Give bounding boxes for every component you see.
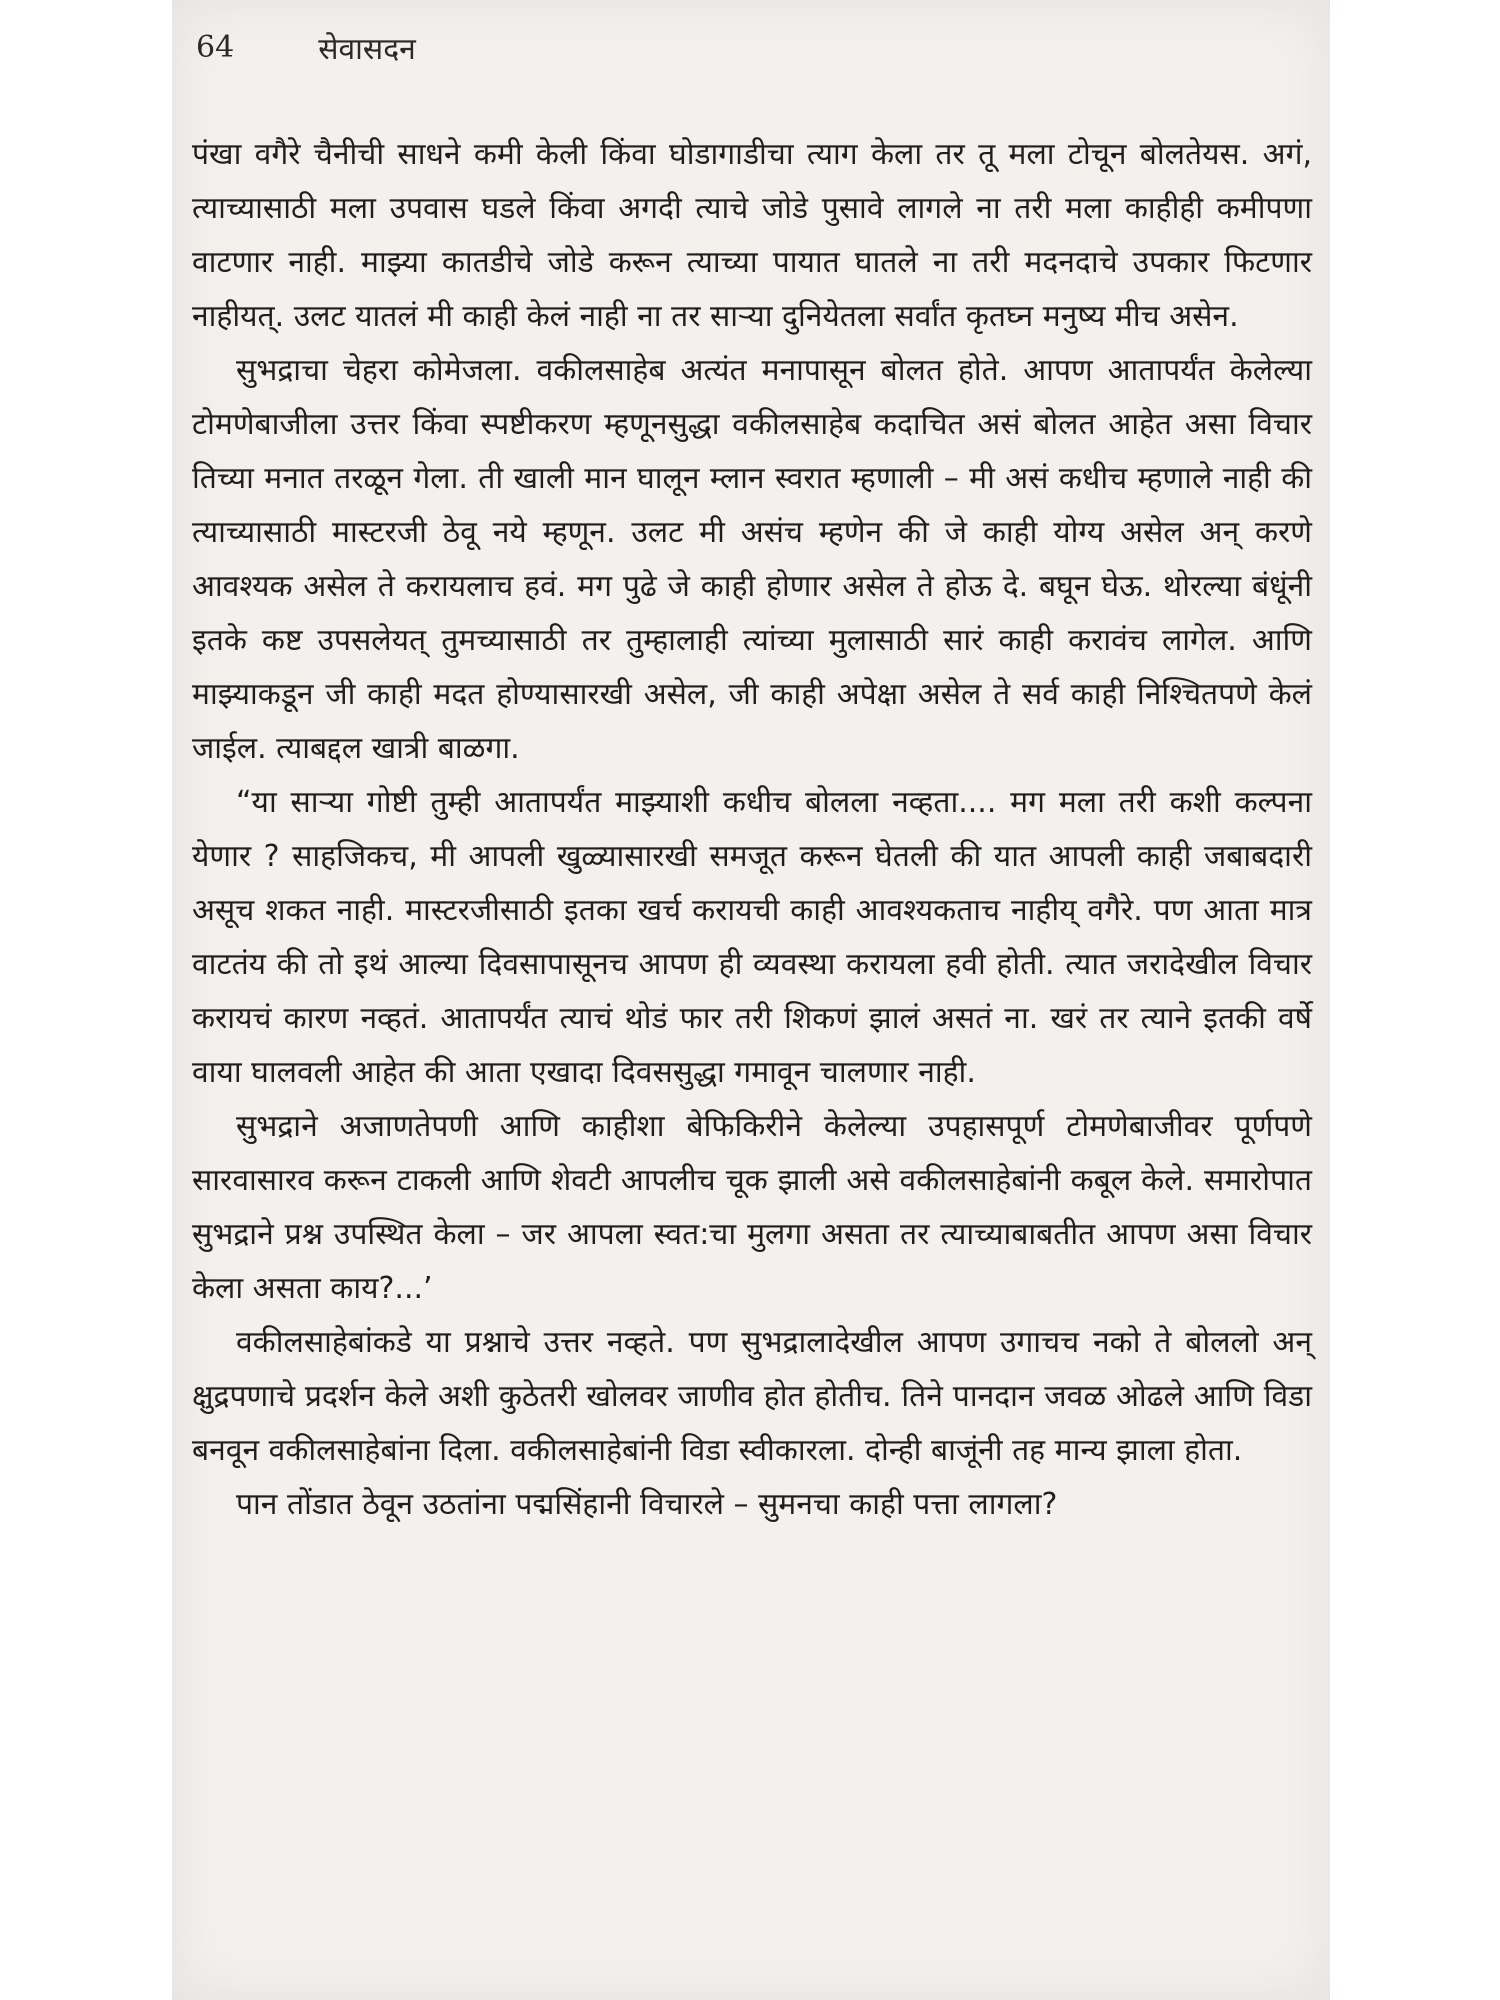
page-number: 64 [196,29,235,65]
running-title: सेवासदन [318,31,416,67]
paragraph-6: पान तोंडात ठेवून उठतांना पद्मसिंहानी विचारले – सुमनचा काही पत्ता लागला? [236,1487,1058,1522]
page-header [196,22,416,72]
paragraph-4: सुभद्राने अजाणतेपणी आणि काहीशा बेफिकिरीने केलेल्या उपहासपूर्ण टोमणेबाजीवर पूर्णपणे सारवासारव करून टाकली आणि शेवटी आपलीच चूक झाली असे वकीलसाहेबांनी कबूल केले. समारोपात सुभद्राने प्रश्न उपस्थित केला – जर आपला स्वत:चा मुलगा असता तर त्याच्याबाबतीत आपण असा विचार केला असता काय?...’ [192,1109,1312,1306]
body-text [192,128,1312,1532]
paragraph-5: वकीलसाहेबांकडे या प्रश्नाचे उत्तर नव्हते. पण सुभद्रालादेखील आपण उगाचच नको ते बोललो अन् क्षुद्रपणाचे प्रदर्शन केले अशी कुठेतरी खोलवर जाणीव होत होतीच. तिने पानदान जवळ ओढले आणि विडा बनवून वकीलसाहेबांना दिला. वकीलसाहेबांनी विडा स्वीकारला. दोन्ही बाजूंनी तह मान्य झाला होता. [192,1325,1312,1468]
paragraph-2: सुभद्राचा चेहरा कोमेजला. वकीलसाहेब अत्यंत मनापासून बोलत होते. आपण आतापर्यंत केलेल्या टोमणेबाजीला उत्तर किंवा स्पष्टीकरण म्हणूनसुद्धा वकीलसाहेब कदाचित असं बोलत आहेत असा विचार तिच्या मनात तरळून गेला. ती खाली मान घालून म्लान स्वरात म्हणाली – मी असं कधीच म्हणाले नाही की त्याच्यासाठी मास्टरजी ठेवू नये म्हणून. उलट मी असंच म्हणेन की जे काही योग्य असेल अन् करणे आवश्यक असेल ते करायलाच हवं. मग पुढे जे काही होणार असेल ते होऊ दे. बघून घेऊ. थोरल्या बंधूंनी इतके कष्ट उपसलेयत् तुमच्यासाठी तर तुम्हालाही त्यांच्या मुलासाठी सारं काही करावंच लागेल. आणि माझ्याकडून जी काही मदत होण्यासारखी असेल, जी काही अपेक्षा असेल ते सर्व काही निश्चितपणे केलं जाईल. त्याबद्दल खात्री बाळगा. [192,353,1312,766]
paragraph-1: पंखा वगैरे चैनीची साधने कमी केली किंवा घोडागाडीचा त्याग केला तर तू मला टोचून बोलतेयस. अगं, त्याच्यासाठी मला उपवास घडले किंवा अगदी त्याचे जोडे पुसावे लागले ना तरी मला काहीही कमीपणा वाटणार नाही. माझ्या कातडीचे जोडे करून त्याच्या पायात घातले ना तरी मदनदाचे उपकार फिटणार नाहीयत्. उलट यातलं मी काही केलं नाही ना तर साऱ्या दुनियेतला सर्वांत कृतघ्न मनुष्य मीच असेन. [192,137,1312,334]
book-page [172,0,1330,2000]
paragraph-3: “या साऱ्या गोष्टी तुम्ही आतापर्यंत माझ्याशी कधीच बोलला नव्हता.... मग मला तरी कशी कल्पना येणार ? साहजिकच, मी आपली खुळ्यासारखी समजूत करून घेतली की यात आपली काही जबाबदारी असूच शकत नाही. मास्टरजीसाठी इतका खर्च करायची काही आवश्यकताच नाहीय् वगैरे. पण आता मात्र वाटतंय की तो इथं आल्या दिवसापासूनच आपण ही व्यवस्था करायला हवी होती. त्यात जरादेखील विचार करायचं कारण नव्हतं. आतापर्यंत त्याचं थोडं फार तरी शिकणं झालं असतं ना. खरं तर त्याने इतकी वर्षे वाया घालवली आहेत की आता एखादा दिवससुद्धा गमावून चालणार नाही. [192,785,1312,1090]
